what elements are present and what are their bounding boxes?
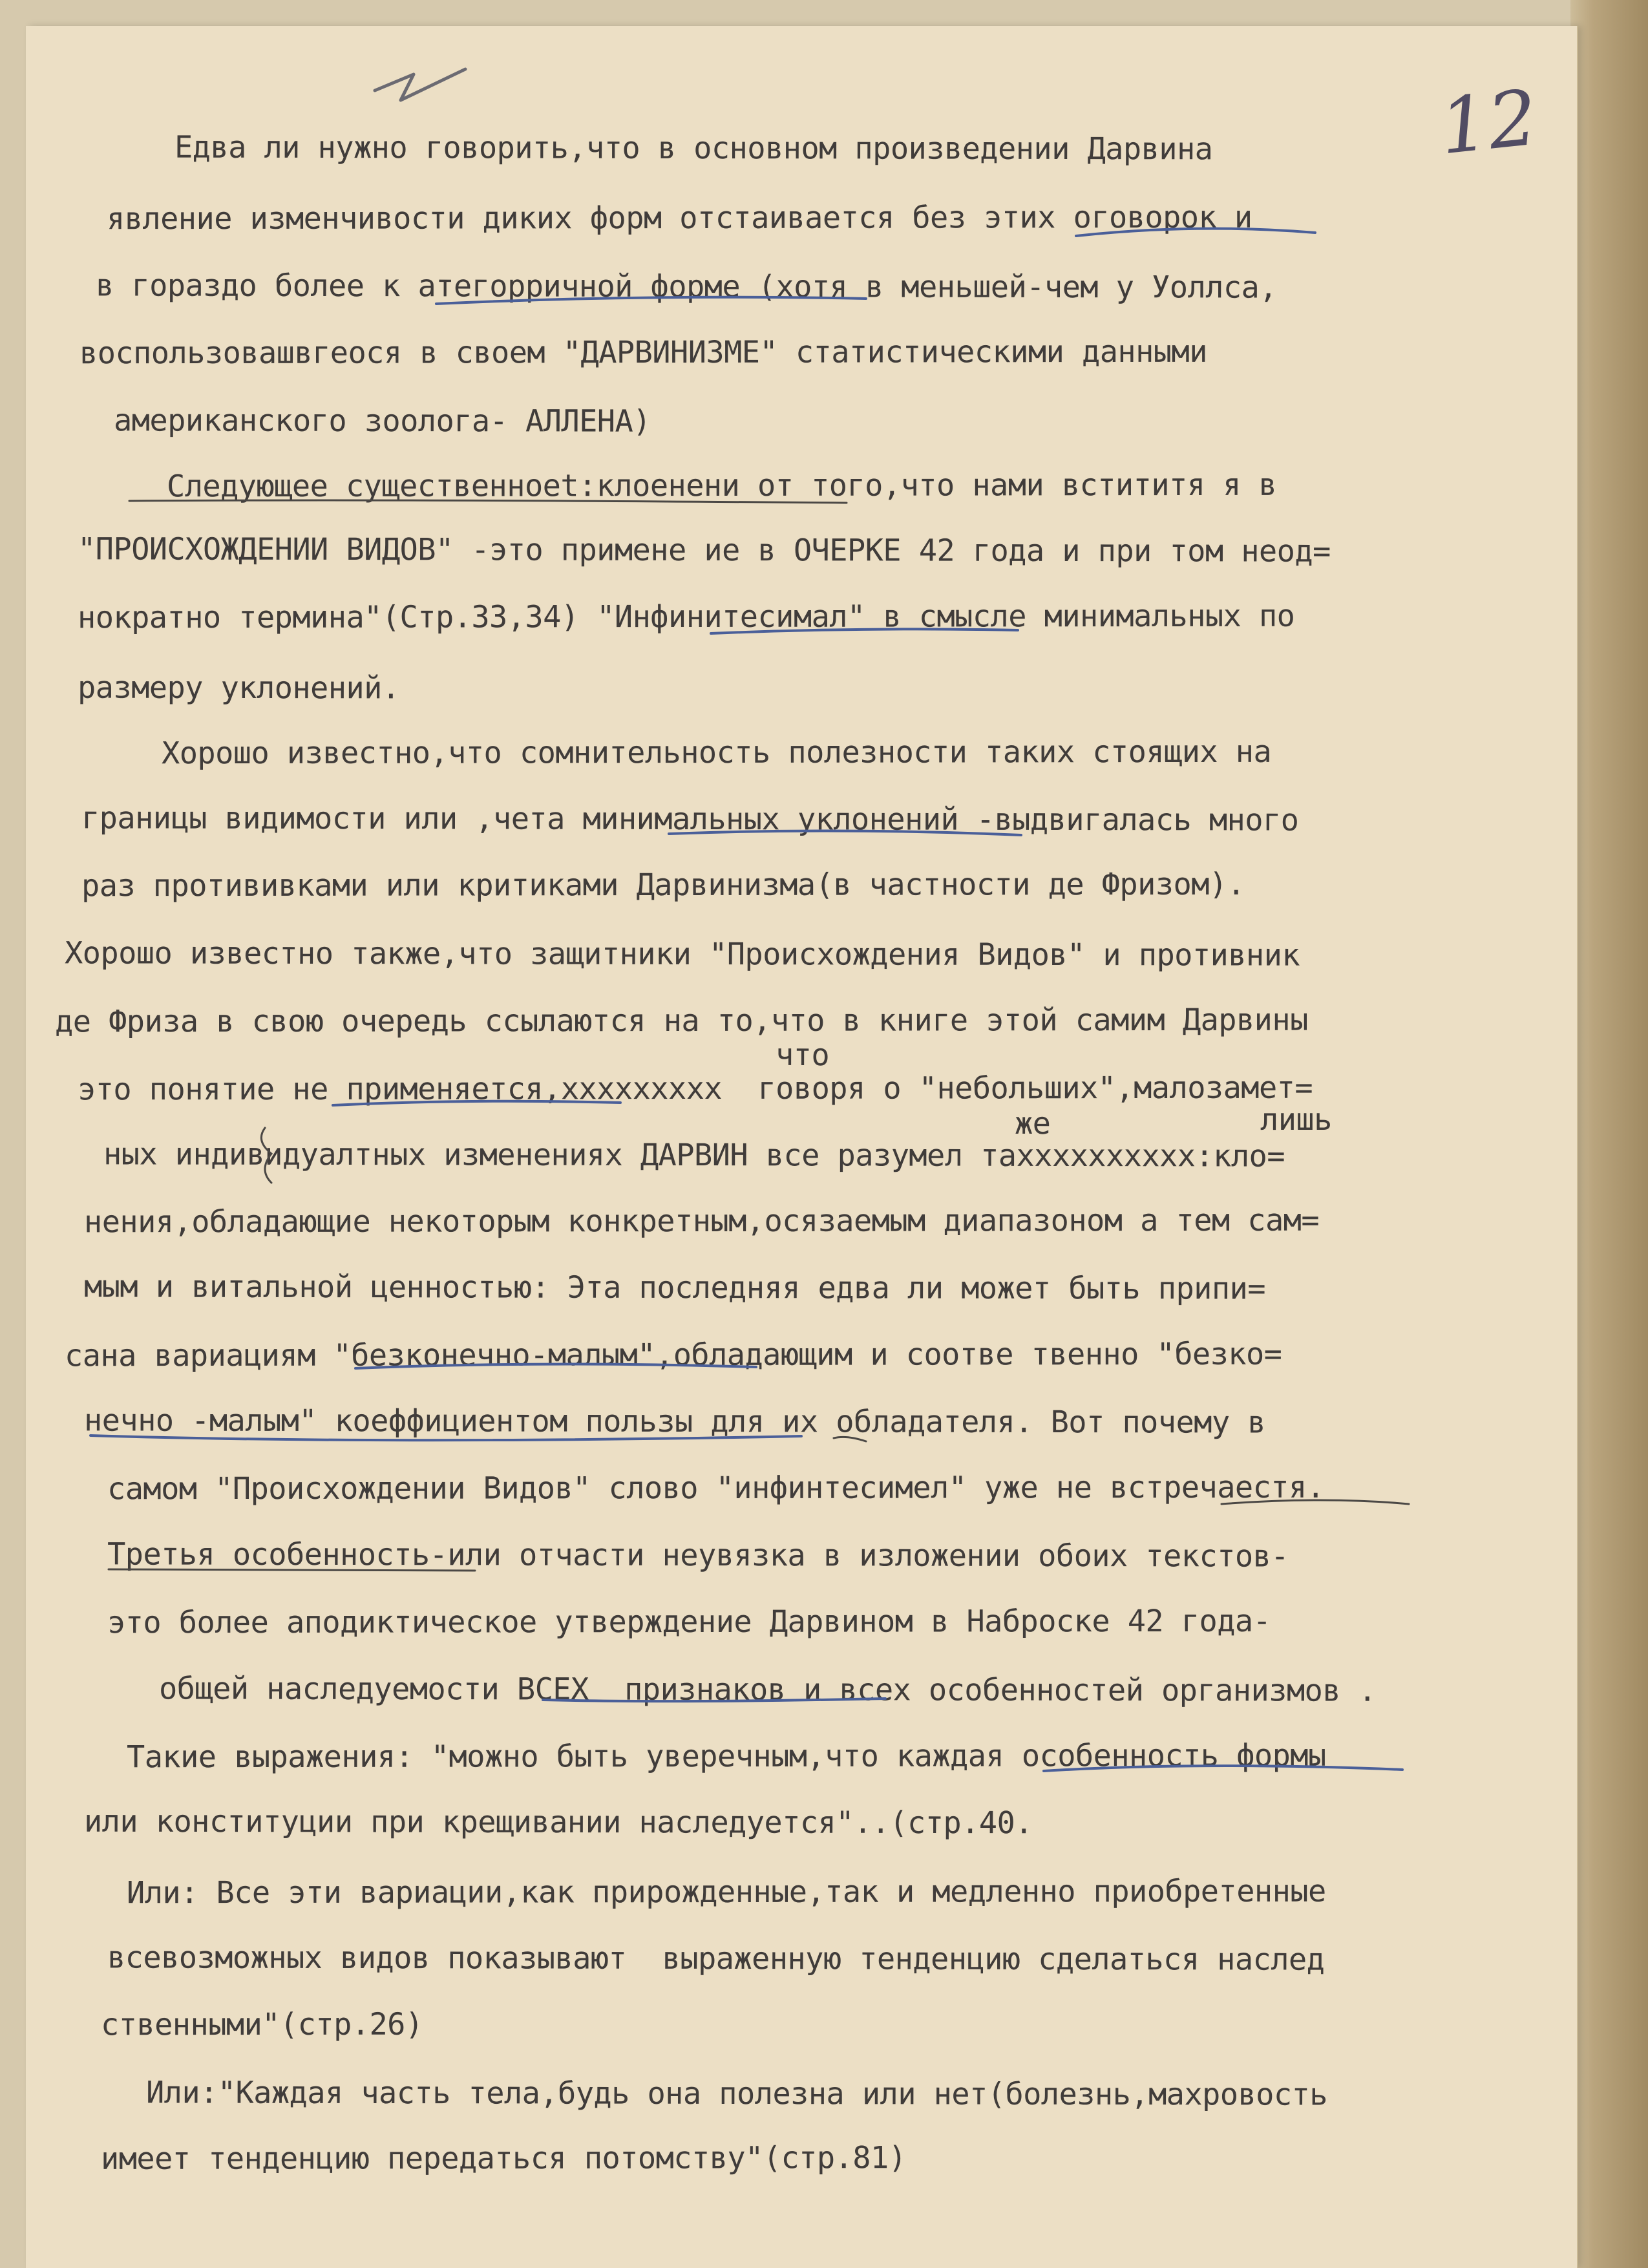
text-line: Хорошо известно также,что защитники "Происхождения Видов" и противник: [64, 935, 1300, 973]
text-line: американского зоолога- АЛЛЕНА): [113, 403, 651, 440]
text-line: Едва ли нужно говорить,что в основном произведении Дарвина: [174, 129, 1213, 167]
text-line: Следующее существенноеt:клоенени от того,что нами встититя я в: [166, 467, 1277, 505]
text-line: де Фриза в свою очередь ссылаются на то,что в книге этой самим Дарвины: [54, 1002, 1308, 1040]
text-line-insertion: лишь: [1260, 1101, 1332, 1138]
text-line: всевозможных видов показывают выраженную тенденцию сделаться наслед: [107, 1940, 1325, 1978]
text-line: Или:"Каждая часть тела,будь она полезна или нет(болезнь,махровость: [145, 2075, 1328, 2113]
text-line: нения,обладающие некоторым конкретным,осязаемым диапазоном а тем сам=: [83, 1202, 1320, 1240]
text-line: Хорошо известно,что сомнительность полезности таких стоящих на: [161, 734, 1272, 772]
text-line: сана вариациям "безконечно-малым",обладающим и соотве твенно "безко=: [64, 1336, 1282, 1374]
text-line: границы видимости или ,чета минимальных уклонений -выдвигалась много: [81, 800, 1299, 838]
text-line: ных индивидуалтных изменениях ДАРВИН все разумел тахххххххххх:кло=: [103, 1136, 1285, 1174]
text-line-insertion: же: [1014, 1105, 1051, 1142]
text-line: раз протививками или критиками Дарвинизма(в частности де Фризом).: [81, 866, 1245, 904]
text-line: "ПРОИСХОЖДЕНИИ ВИДОВ" -это примене ие в ОЧЕРКЕ 42 года и при том неод=: [77, 531, 1331, 569]
text-line: самом "Происхождении Видов" слово "инфинтесимел" уже не встречаестя.: [107, 1469, 1325, 1507]
text-line: в гораздо более к атегорричной форме (хотя в меньшей-чем у Уоллса,: [95, 268, 1278, 306]
text-line: явление изменчивости диких форм отстаивается без этих оговорок и: [106, 199, 1252, 237]
paper-edge: [1570, 0, 1648, 2268]
text-line: имеет тенденцию передаться потомству"(стр.81): [100, 2140, 907, 2177]
text-line: нократно термина"(Стр.33,34) "Инфинитесимал" в смысле минимальных по: [77, 598, 1295, 636]
text-line: воспользовашвгеося в своем "ДАРВИНИЗМЕ" статистическими данными: [79, 334, 1207, 372]
text-line: это более аподиктическое утверждение Дарвином в Наброске 42 года-: [107, 1603, 1271, 1641]
text-line-insertion: что: [775, 1037, 830, 1074]
text-line: Такие выражения: "можно быть уверечным,что каждая особенность формы: [126, 1737, 1326, 1775]
text-line: нечно -малым" коеффициентом пользы для их обладателя. Вот почему в: [83, 1403, 1266, 1441]
text-line: общей наследуемости ВСЕХ признаков и всех особенностей организмов .: [158, 1671, 1377, 1709]
text-line: мым и витальной ценностью: Эта последняя едва ли может быть припи=: [83, 1269, 1266, 1307]
text-line: Третья особенность-или отчасти неувязка в изложении обоих текстов-: [107, 1536, 1289, 1574]
text-line: размеру уклонений.: [77, 670, 400, 706]
text-line: ственными"(стр.26): [100, 2006, 423, 2043]
text-line: или конституции при крещивании наследуется"..(стр.40.: [83, 1803, 1033, 1841]
handwritten-page-number: 12: [1435, 72, 1541, 172]
text-line: Или: Все эти вариации,как прирожденные,так и медленно приобретенные: [126, 1873, 1326, 1911]
text-line: это понятие не применяется,ххххххххх говоря о "небольших",малозамет=: [77, 1070, 1313, 1108]
